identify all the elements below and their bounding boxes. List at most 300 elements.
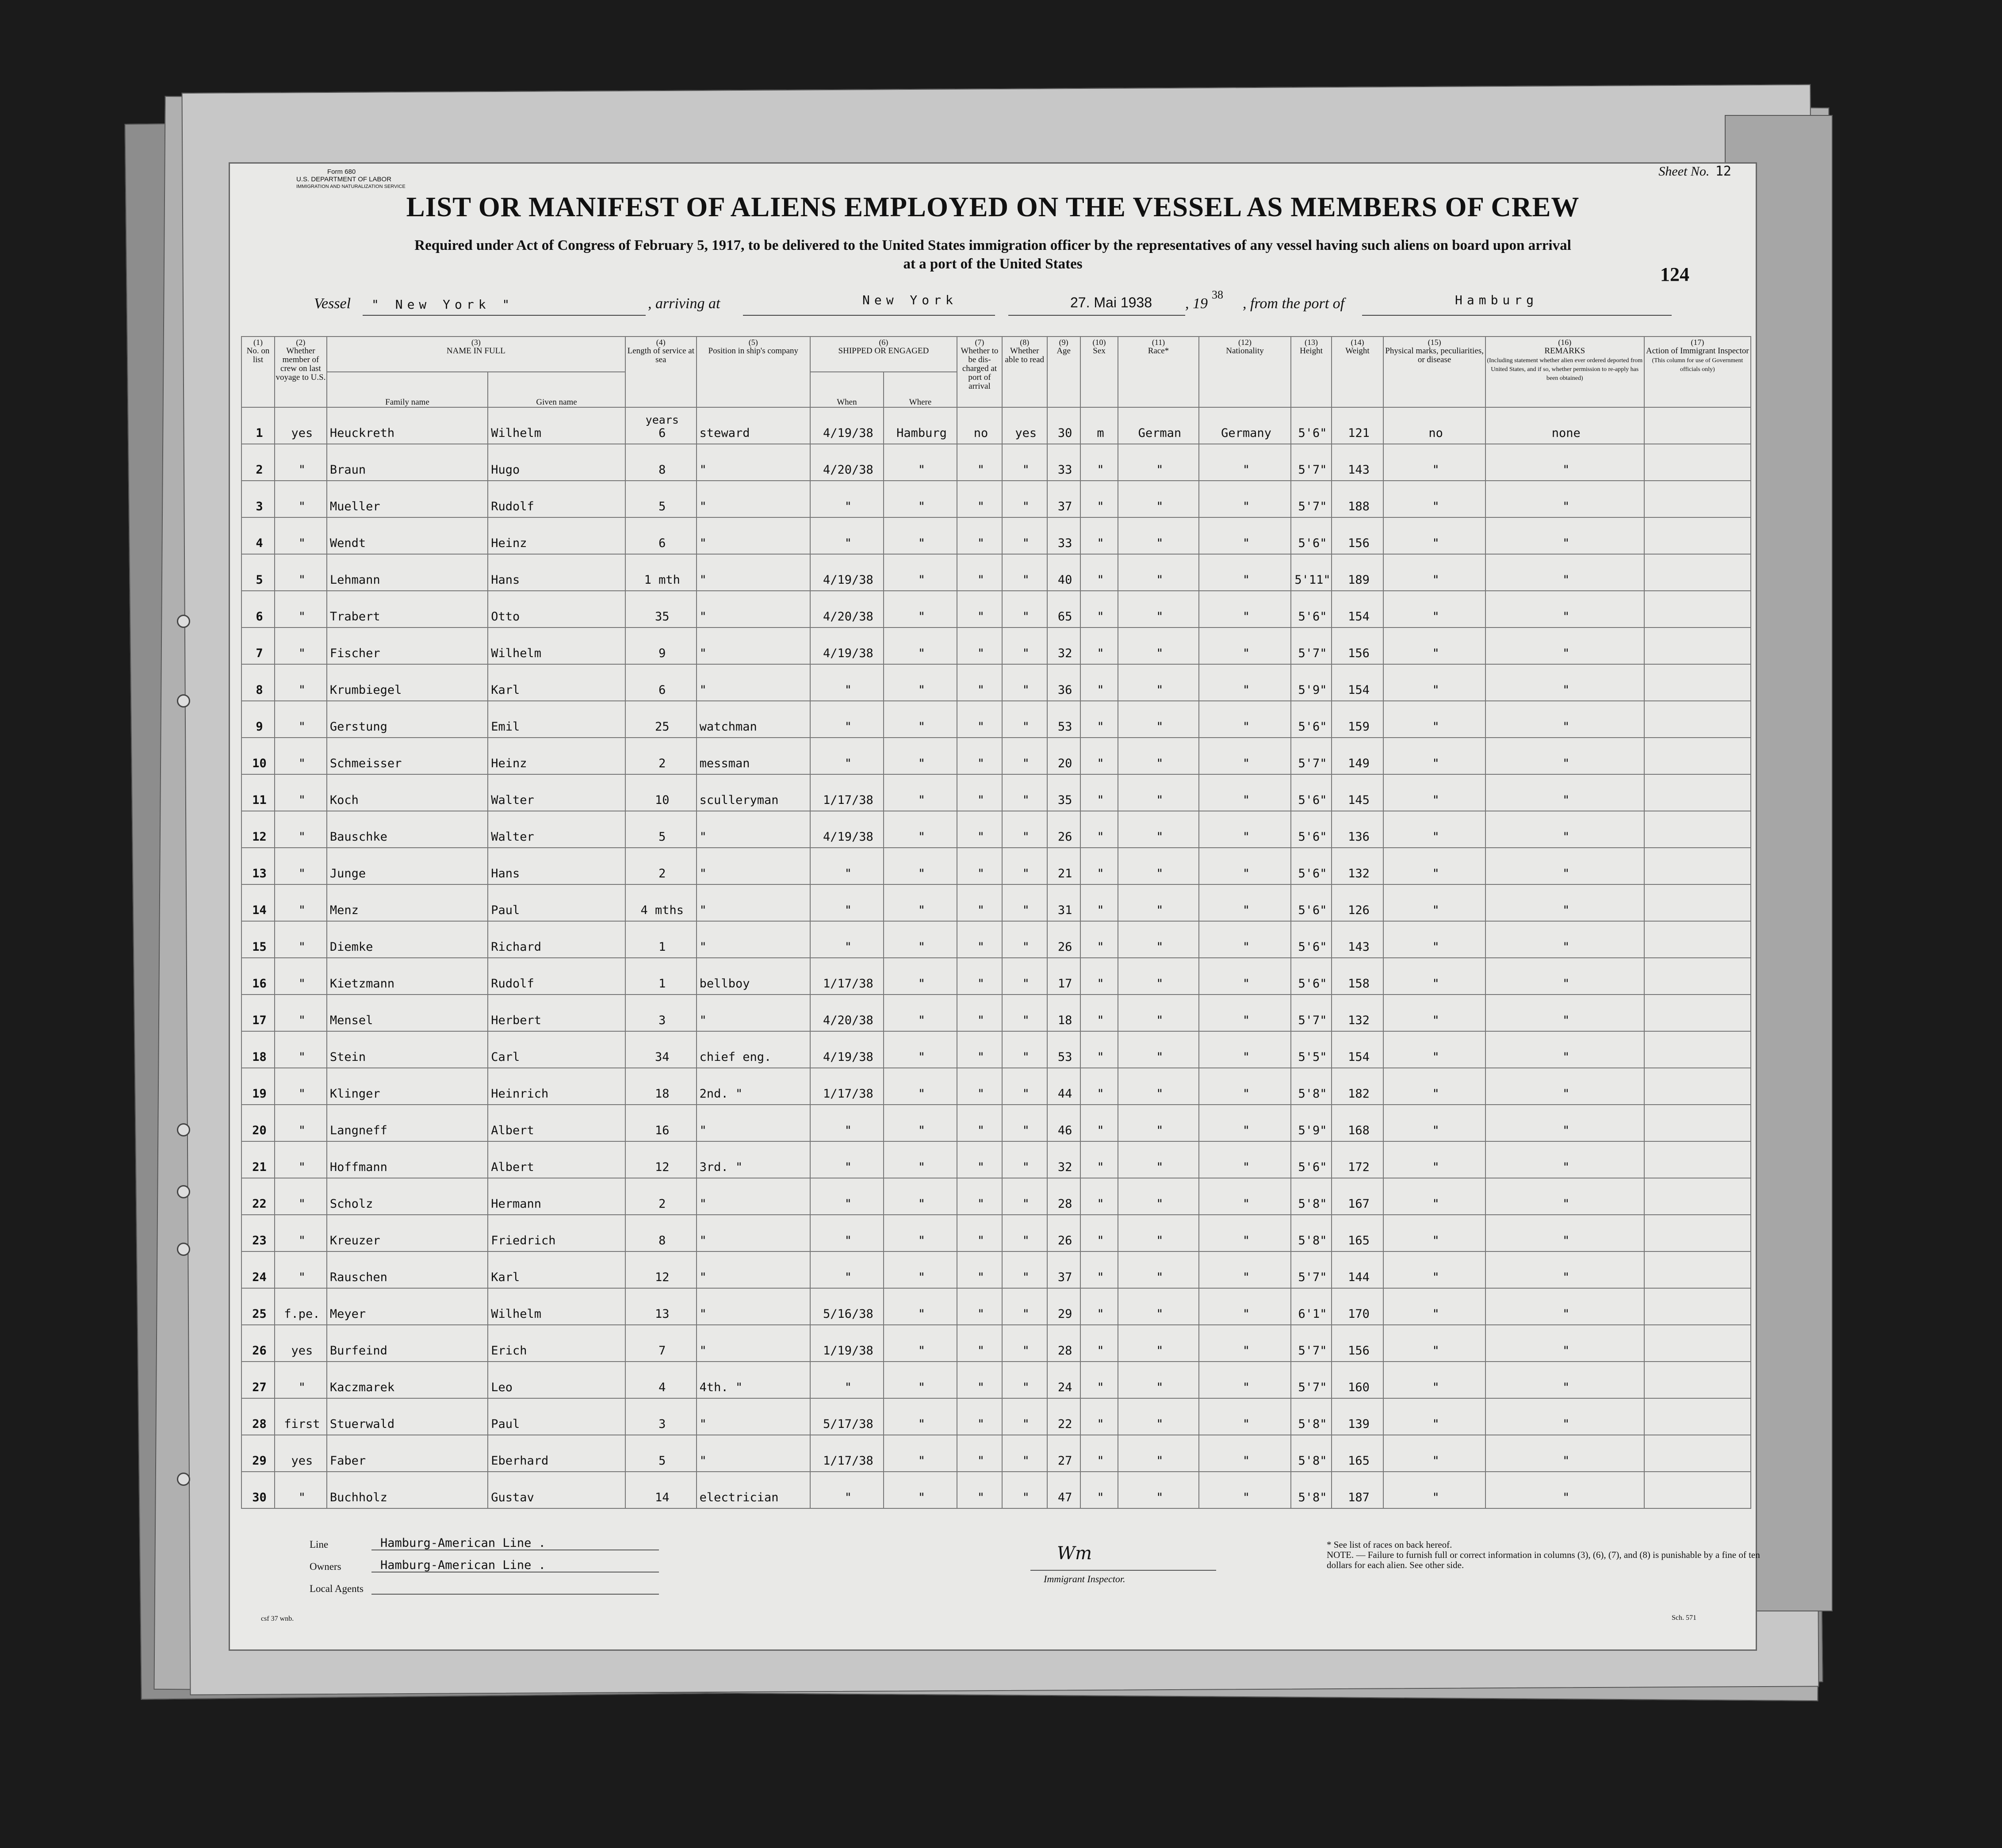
nationality-cell: " <box>1199 958 1291 995</box>
col-label: Nationality <box>1226 346 1264 356</box>
col-label: Physical marks, peculiarities, or disease <box>1385 346 1484 364</box>
age-cell: 26 <box>1047 811 1080 848</box>
position-cell: " <box>697 848 810 884</box>
row-number: 2 <box>241 444 275 481</box>
discharged-cell: " <box>957 517 1002 554</box>
height-cell: 5'8" <box>1291 1435 1331 1472</box>
race-cell: " <box>1118 701 1198 738</box>
shipped-where-cell: " <box>884 517 957 554</box>
col-number: (17) <box>1691 338 1704 347</box>
race-cell: " <box>1118 1141 1198 1178</box>
family-name-cell: Buchholz <box>327 1472 488 1508</box>
col-number: (13) <box>1305 338 1318 347</box>
given-name-cell: Paul <box>488 884 625 921</box>
row-number: 9 <box>241 701 275 738</box>
sex-cell: " <box>1080 884 1118 921</box>
height-cell: 5'5" <box>1291 1031 1331 1068</box>
remarks-cell: " <box>1485 701 1644 738</box>
race-cell: " <box>1118 664 1198 701</box>
printer-mark: csf 37 wnb. <box>261 1615 294 1622</box>
inspector-action-cell <box>1644 1251 1751 1288</box>
shipped-when-cell: " <box>810 517 884 554</box>
col-header-position <box>697 337 810 407</box>
remarks-cell: " <box>1485 1325 1644 1362</box>
service-length-cell: 4 mths <box>625 884 697 921</box>
weight-cell: 167 <box>1332 1178 1384 1215</box>
service-length-cell: 14 <box>625 1472 697 1508</box>
height-cell: 5'7" <box>1291 1251 1331 1288</box>
crew-row <box>241 1105 1751 1141</box>
physical-marks-cell: " <box>1383 1215 1485 1251</box>
position-cell: " <box>697 884 810 921</box>
row-number: 23 <box>241 1215 275 1251</box>
physical-marks-cell: " <box>1383 774 1485 811</box>
physical-marks-cell: " <box>1383 1435 1485 1472</box>
position-cell: " <box>697 517 810 554</box>
inspector-action-cell <box>1644 1435 1751 1472</box>
family-name-cell: Stein <box>327 1031 488 1068</box>
inspector-action-cell <box>1644 1105 1751 1141</box>
row-number: 29 <box>241 1435 275 1472</box>
shipped-when-cell: " <box>810 738 884 774</box>
sex-cell: " <box>1080 481 1118 517</box>
weight-cell: 139 <box>1332 1398 1384 1435</box>
age-cell: 44 <box>1047 1068 1080 1105</box>
height-cell: 5'6" <box>1291 407 1331 444</box>
age-cell: 46 <box>1047 1105 1080 1141</box>
shipped-when-cell: " <box>810 1178 884 1215</box>
given-name-cell: Albert <box>488 1141 625 1178</box>
last-voyage-cell: " <box>275 1141 327 1178</box>
inspector-action-cell <box>1644 921 1751 958</box>
age-cell: 53 <box>1047 1031 1080 1068</box>
service-length-cell: 18 <box>625 1068 697 1105</box>
shipped-where-cell: " <box>884 701 957 738</box>
form-number: Form 680 <box>327 168 356 176</box>
shipped-when-cell: " <box>810 848 884 884</box>
discharged-cell: " <box>957 1031 1002 1068</box>
able-to-read-cell: " <box>1002 1398 1047 1435</box>
page-title: LIST OR MANIFEST OF ALIENS EMPLOYED ON THE VESSEL AS MEMBERS OF CREW <box>406 191 1580 222</box>
shipped-where-cell: " <box>884 995 957 1031</box>
shipped-when-cell: " <box>810 921 884 958</box>
physical-marks-cell: " <box>1383 444 1485 481</box>
discharged-cell: " <box>957 1435 1002 1472</box>
age-cell: 21 <box>1047 848 1080 884</box>
col-header-nationality <box>1199 337 1291 407</box>
able-to-read-cell: " <box>1002 664 1047 701</box>
position-cell: chief eng. <box>697 1031 810 1068</box>
service-name: IMMIGRATION AND NATURALIZATION SERVICE <box>296 184 406 189</box>
shipped-when-cell: " <box>810 1251 884 1288</box>
shipped-when-cell: 4/20/38 <box>810 995 884 1031</box>
last-voyage-cell: " <box>275 1068 327 1105</box>
race-cell: " <box>1118 1105 1198 1141</box>
inspector-action-cell <box>1644 958 1751 995</box>
inspector-action-cell <box>1644 1472 1751 1508</box>
remarks-cell: none <box>1485 407 1644 444</box>
nationality-cell: " <box>1199 701 1291 738</box>
family-name-cell: Fischer <box>327 627 488 664</box>
nationality-cell: " <box>1199 1105 1291 1141</box>
last-voyage-cell: yes <box>275 1435 327 1472</box>
given-name-cell: Emil <box>488 701 625 738</box>
crew-row <box>241 884 1751 921</box>
able-to-read-cell: " <box>1002 1141 1047 1178</box>
height-cell: 5'6" <box>1291 774 1331 811</box>
able-to-read-cell: " <box>1002 517 1047 554</box>
family-name-cell: Junge <box>327 848 488 884</box>
service-length-cell: 2 <box>625 848 697 884</box>
age-cell: 40 <box>1047 554 1080 591</box>
col-label: Height <box>1300 346 1323 356</box>
nationality-cell: " <box>1199 1325 1291 1362</box>
col-header-remarks <box>1485 337 1644 407</box>
nationality-cell: " <box>1199 481 1291 517</box>
inspector-action-cell <box>1644 1215 1751 1251</box>
physical-marks-cell: " <box>1383 1398 1485 1435</box>
age-cell: 32 <box>1047 627 1080 664</box>
remarks-cell: " <box>1485 554 1644 591</box>
col-number: (4) <box>656 338 666 347</box>
service-length-cell: 12 <box>625 1251 697 1288</box>
position-cell: " <box>697 1435 810 1472</box>
last-voyage-cell: " <box>275 848 327 884</box>
col-number: (3) <box>471 338 481 347</box>
discharged-cell: " <box>957 701 1002 738</box>
able-to-read-cell: " <box>1002 848 1047 884</box>
height-cell: 5'7" <box>1291 1362 1331 1398</box>
position-cell: " <box>697 1325 810 1362</box>
service-length-cell: 6 <box>625 517 697 554</box>
col-header-age <box>1047 337 1080 407</box>
race-cell: " <box>1118 1472 1198 1508</box>
discharged-cell: " <box>957 1141 1002 1178</box>
shipped-when-cell: " <box>810 1362 884 1398</box>
inspector-action-cell <box>1644 1288 1751 1325</box>
last-voyage-cell: " <box>275 591 327 627</box>
last-voyage-cell: " <box>275 627 327 664</box>
shipped-where-cell: " <box>884 1068 957 1105</box>
remarks-cell: " <box>1485 1178 1644 1215</box>
physical-marks-cell: " <box>1383 591 1485 627</box>
binder-hole <box>177 1243 190 1256</box>
shipped-when-cell: 4/19/38 <box>810 554 884 591</box>
col-header-discharged <box>957 337 1002 407</box>
position-cell: " <box>697 1288 810 1325</box>
race-cell: " <box>1118 921 1198 958</box>
discharged-cell: " <box>957 591 1002 627</box>
weight-cell: 187 <box>1332 1472 1384 1508</box>
sex-cell: " <box>1080 958 1118 995</box>
race-cell: " <box>1118 1398 1198 1435</box>
discharged-cell: " <box>957 848 1002 884</box>
physical-marks-cell: no <box>1383 407 1485 444</box>
sex-cell: " <box>1080 995 1118 1031</box>
date-underline <box>1008 315 1185 316</box>
shipped-where-cell: " <box>884 958 957 995</box>
weight-cell: 154 <box>1332 664 1384 701</box>
race-cell: " <box>1118 591 1198 627</box>
remarks-cell: " <box>1485 627 1644 664</box>
weight-cell: 132 <box>1332 995 1384 1031</box>
given-name-cell: Wilhelm <box>488 627 625 664</box>
local-agents-label: Local Agents <box>310 1583 364 1594</box>
weight-cell: 121 <box>1332 407 1384 444</box>
last-voyage-cell: first <box>275 1398 327 1435</box>
service-length-cell: 2 <box>625 738 697 774</box>
shipped-when-cell: " <box>810 664 884 701</box>
remarks-cell: " <box>1485 1288 1644 1325</box>
age-cell: 32 <box>1047 1141 1080 1178</box>
last-voyage-cell: " <box>275 664 327 701</box>
family-name-cell: Trabert <box>327 591 488 627</box>
family-name-cell: Kaczmarek <box>327 1362 488 1398</box>
height-cell: 5'7" <box>1291 444 1331 481</box>
owners-label: Owners <box>310 1561 341 1572</box>
shipped-where-cell: " <box>884 481 957 517</box>
sex-cell: " <box>1080 1362 1118 1398</box>
weight-cell: 170 <box>1332 1288 1384 1325</box>
crew-row <box>241 1251 1751 1288</box>
last-voyage-cell: " <box>275 884 327 921</box>
row-number: 1 <box>241 407 275 444</box>
col-sublabel: (This column for use of Government officials only) <box>1652 357 1743 373</box>
sex-cell: " <box>1080 1251 1118 1288</box>
height-cell: 5'6" <box>1291 701 1331 738</box>
crew-row <box>241 444 1751 481</box>
col-number: (14) <box>1351 338 1364 347</box>
able-to-read-cell: " <box>1002 701 1047 738</box>
service-length-cell: 1 mth <box>625 554 697 591</box>
race-cell: " <box>1118 884 1198 921</box>
service-length-cell: 8 <box>625 1215 697 1251</box>
height-cell: 5'7" <box>1291 738 1331 774</box>
from-port: Hamburg <box>1455 293 1539 307</box>
physical-marks-cell: " <box>1383 995 1485 1031</box>
able-to-read-cell: " <box>1002 1031 1047 1068</box>
family-name-cell: Klinger <box>327 1068 488 1105</box>
service-length-cell: 13 <box>625 1288 697 1325</box>
last-voyage-cell: " <box>275 481 327 517</box>
able-to-read-cell: " <box>1002 995 1047 1031</box>
physical-marks-cell: " <box>1383 921 1485 958</box>
nationality-cell: " <box>1199 1031 1291 1068</box>
height-cell: 5'9" <box>1291 1105 1331 1141</box>
able-to-read-cell: " <box>1002 444 1047 481</box>
able-to-read-cell: " <box>1002 1472 1047 1508</box>
footer-notes <box>1327 1540 1769 1570</box>
shipped-when-cell: " <box>810 884 884 921</box>
given-name-cell: Gustav <box>488 1472 625 1508</box>
position-cell: " <box>697 811 810 848</box>
remarks-cell: " <box>1485 958 1644 995</box>
sex-cell: " <box>1080 1031 1118 1068</box>
remarks-cell: " <box>1485 1031 1644 1068</box>
shipped-when-cell: 4/19/38 <box>810 1031 884 1068</box>
height-cell: 6'1" <box>1291 1288 1331 1325</box>
nationality-cell: " <box>1199 1251 1291 1288</box>
crew-row <box>241 701 1751 738</box>
family-name-cell: Hoffmann <box>327 1141 488 1178</box>
sex-cell: m <box>1080 407 1118 444</box>
physical-marks-cell: " <box>1383 627 1485 664</box>
shipped-when-cell: 4/19/38 <box>810 811 884 848</box>
last-voyage-cell: " <box>275 1105 327 1141</box>
page-subtitle <box>301 236 1685 273</box>
row-number: 17 <box>241 995 275 1031</box>
crew-row <box>241 958 1751 995</box>
last-voyage-cell: " <box>275 1362 327 1398</box>
discharged-cell: " <box>957 1251 1002 1288</box>
last-voyage-cell: " <box>275 701 327 738</box>
last-voyage-cell: " <box>275 958 327 995</box>
form-identifier <box>296 168 406 191</box>
family-name-cell: Langneff <box>327 1105 488 1141</box>
shipped-where-cell: " <box>884 1325 957 1362</box>
shipped-when-cell: 1/17/38 <box>810 1435 884 1472</box>
crew-row <box>241 811 1751 848</box>
nationality-cell: " <box>1199 995 1291 1031</box>
sheet-number-label: Sheet No. <box>1658 164 1710 179</box>
remarks-cell: " <box>1485 921 1644 958</box>
row-number: 5 <box>241 554 275 591</box>
given-name-cell: Rudolf <box>488 958 625 995</box>
shipped-where-cell: " <box>884 1398 957 1435</box>
race-cell: " <box>1118 444 1198 481</box>
weight-cell: 156 <box>1332 1325 1384 1362</box>
service-length-cell: 25 <box>625 701 697 738</box>
weight-cell: 165 <box>1332 1215 1384 1251</box>
shipped-where-cell: " <box>884 774 957 811</box>
shipped-when-cell: 4/19/38 <box>810 407 884 444</box>
position-cell: 4th. " <box>697 1362 810 1398</box>
physical-marks-cell: " <box>1383 958 1485 995</box>
family-name-cell: Scholz <box>327 1178 488 1215</box>
col-number: (11) <box>1152 338 1165 347</box>
discharged-cell: " <box>957 958 1002 995</box>
col-header-family-name: Family name <box>327 372 488 407</box>
shipped-when-cell: 4/19/38 <box>810 627 884 664</box>
col-number: (2) <box>296 338 306 347</box>
shipped-where-cell: " <box>884 1141 957 1178</box>
family-name-cell: Lehmann <box>327 554 488 591</box>
arriving-underline <box>743 315 995 316</box>
age-cell: 28 <box>1047 1178 1080 1215</box>
sex-cell: " <box>1080 1288 1118 1325</box>
discharged-cell: " <box>957 1288 1002 1325</box>
local-agents-underline <box>371 1594 659 1595</box>
position-cell: 3rd. " <box>697 1141 810 1178</box>
col-label: Sex <box>1093 346 1106 356</box>
shipped-when-cell: 5/17/38 <box>810 1398 884 1435</box>
crew-row <box>241 1398 1751 1435</box>
service-length-cell: 10 <box>625 774 697 811</box>
crew-row <box>241 1288 1751 1325</box>
inspector-action-cell <box>1644 1362 1751 1398</box>
weight-cell: 156 <box>1332 627 1384 664</box>
family-name-cell: Burfeind <box>327 1325 488 1362</box>
physical-marks-cell: " <box>1383 848 1485 884</box>
arriving-label: , arriving at <box>648 295 720 312</box>
nationality-cell: " <box>1199 811 1291 848</box>
family-name-cell: Koch <box>327 774 488 811</box>
last-voyage-cell: " <box>275 1031 327 1068</box>
family-name-cell: Menz <box>327 884 488 921</box>
weight-cell: 182 <box>1332 1068 1384 1105</box>
weight-cell: 168 <box>1332 1105 1384 1141</box>
subtitle-line-2: at a port of the United States <box>903 256 1083 272</box>
discharged-cell: " <box>957 921 1002 958</box>
shipped-when-cell: " <box>810 701 884 738</box>
position-cell: " <box>697 627 810 664</box>
col-label: No. on list <box>246 346 270 364</box>
remarks-cell: " <box>1485 1398 1644 1435</box>
race-cell: " <box>1118 1288 1198 1325</box>
family-name-cell: Kietzmann <box>327 958 488 995</box>
service-length-cell: 35 <box>625 591 697 627</box>
last-voyage-cell: " <box>275 444 327 481</box>
shipped-where-cell: " <box>884 1251 957 1288</box>
able-to-read-cell: " <box>1002 921 1047 958</box>
shipped-when-cell: " <box>810 481 884 517</box>
crew-row <box>241 995 1751 1031</box>
row-number: 14 <box>241 884 275 921</box>
crew-row <box>241 738 1751 774</box>
nationality-cell: " <box>1199 554 1291 591</box>
physical-marks-cell: " <box>1383 1105 1485 1141</box>
able-to-read-cell: " <box>1002 884 1047 921</box>
remarks-cell: " <box>1485 1141 1644 1178</box>
position-cell: bellboy <box>697 958 810 995</box>
height-cell: 5'7" <box>1291 481 1331 517</box>
inspector-action-cell <box>1644 1068 1751 1105</box>
remarks-cell: " <box>1485 444 1644 481</box>
sex-cell: " <box>1080 1325 1118 1362</box>
remarks-cell: " <box>1485 481 1644 517</box>
age-cell: 28 <box>1047 1325 1080 1362</box>
shipped-when-cell: " <box>810 1215 884 1251</box>
arriving-port: New York <box>862 293 957 307</box>
crew-row <box>241 774 1751 811</box>
col-label: Whether to be dis-charged at port of arrival <box>961 346 999 391</box>
family-name-cell: Faber <box>327 1435 488 1472</box>
weight-cell: 156 <box>1332 517 1384 554</box>
col-label: Age <box>1057 346 1071 356</box>
service-length-cell <box>625 407 697 444</box>
given-name-cell: Friedrich <box>488 1215 625 1251</box>
weight-cell: 126 <box>1332 884 1384 921</box>
age-cell: 20 <box>1047 738 1080 774</box>
nationality-cell: " <box>1199 1068 1291 1105</box>
row-number: 4 <box>241 517 275 554</box>
col-label: SHIPPED OR ENGAGED <box>838 346 929 356</box>
crew-row <box>241 921 1751 958</box>
fine-note: NOTE. — Failure to furnish full or correct information in columns (3), (6), (7), and (8) is punishable by a fine of ten dollars for each alien. See other side. <box>1327 1550 1760 1570</box>
last-voyage-cell: yes <box>275 1325 327 1362</box>
given-name-cell: Karl <box>488 1251 625 1288</box>
row-number: 20 <box>241 1105 275 1141</box>
height-cell: 5'7" <box>1291 1325 1331 1362</box>
race-cell: " <box>1118 1178 1198 1215</box>
discharged-cell: " <box>957 1068 1002 1105</box>
row-number: 30 <box>241 1472 275 1508</box>
shipped-when-cell: 1/17/38 <box>810 1068 884 1105</box>
height-cell: 5'6" <box>1291 921 1331 958</box>
discharged-cell: " <box>957 627 1002 664</box>
shipped-where-cell: " <box>884 848 957 884</box>
crew-row <box>241 1435 1751 1472</box>
